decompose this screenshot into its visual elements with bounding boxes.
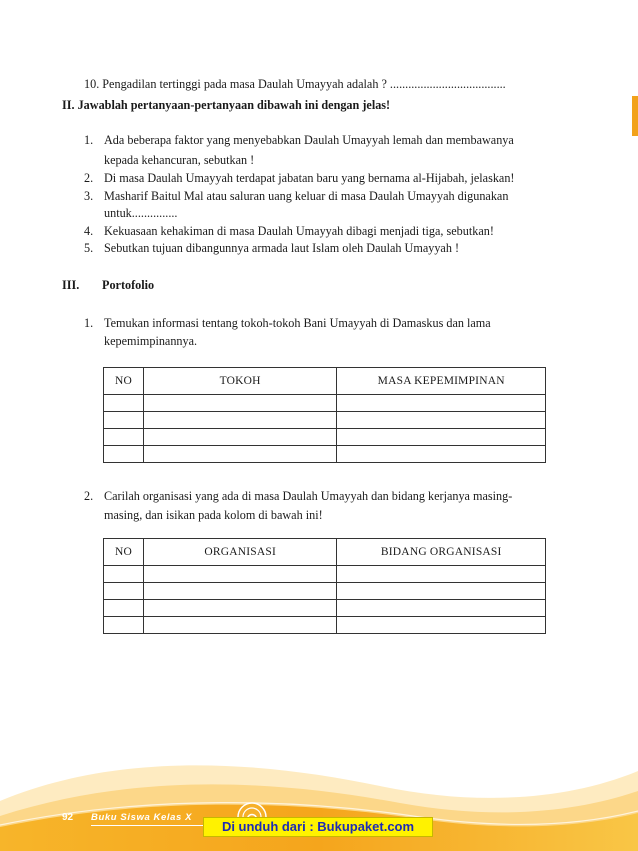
side-tab-marker	[632, 96, 638, 136]
table-row	[104, 600, 546, 617]
item-3-number: 3.	[84, 189, 94, 203]
empty-cell[interactable]	[143, 566, 337, 583]
empty-cell[interactable]	[337, 583, 546, 600]
item-2-line1: Di masa Daulah Umayyah terdapat jabatan baru yang bernama al-Hijabah, jelaskan!	[104, 171, 515, 185]
column-header-no: NO	[104, 368, 144, 395]
empty-cell[interactable]	[104, 600, 144, 617]
item-1-number: 1.	[84, 133, 94, 147]
section-iii-number: III.	[62, 278, 80, 292]
question-10-text: Pengadilan tertinggi pada masa Daulah Umayyah adalah ? ......................................	[102, 77, 506, 91]
empty-cell[interactable]	[143, 617, 337, 634]
item-2-number: 2.	[84, 171, 94, 185]
task-2-number: 2.	[84, 489, 94, 503]
empty-cell[interactable]	[337, 446, 546, 463]
table-row	[104, 395, 546, 412]
item-3-line2: untuk...............	[104, 206, 178, 220]
question-10	[84, 76, 506, 92]
empty-cell[interactable]	[104, 566, 144, 583]
task-1-number: 1.	[84, 316, 94, 330]
empty-cell[interactable]	[104, 583, 144, 600]
empty-cell[interactable]	[143, 395, 336, 412]
book-title: Buku Siswa Kelas X	[91, 812, 193, 823]
table-tokoh	[103, 367, 546, 463]
table-row	[104, 566, 546, 583]
empty-cell[interactable]	[104, 395, 144, 412]
column-header-masa-kepemimpinan: MASA KEPEMIMPINAN	[337, 368, 546, 395]
item-4-number: 4.	[84, 224, 94, 238]
task-1-line1: Temukan informasi tentang tokoh-tokoh Bani Umayyah di Damaskus dan lama	[104, 316, 491, 330]
empty-cell[interactable]	[104, 412, 144, 429]
task-1-line2: kepemimpinannya.	[104, 334, 198, 348]
column-header-no: NO	[104, 539, 144, 566]
column-header-organisasi: ORGANISASI	[143, 539, 337, 566]
empty-cell[interactable]	[337, 429, 546, 446]
item-1-line2: kepada kehancuran, sebutkan !	[104, 153, 255, 167]
empty-cell[interactable]	[337, 600, 546, 617]
empty-cell[interactable]	[104, 429, 144, 446]
download-source-banner[interactable]: Di unduh dari : Bukupaket.com	[203, 817, 433, 837]
question-10-number: 10.	[84, 77, 100, 91]
empty-cell[interactable]	[337, 412, 546, 429]
empty-cell[interactable]	[143, 412, 336, 429]
table-organisasi	[103, 538, 546, 634]
empty-cell[interactable]	[337, 617, 546, 634]
table-row	[104, 429, 546, 446]
table-row	[104, 617, 546, 634]
empty-cell[interactable]	[143, 583, 337, 600]
empty-cell[interactable]	[143, 600, 337, 617]
empty-cell[interactable]	[104, 617, 144, 634]
column-header-bidang-organisasi: BIDANG ORGANISASI	[337, 539, 546, 566]
empty-cell[interactable]	[143, 446, 336, 463]
page-number: 92	[62, 812, 74, 823]
task-2-line2: masing, dan isikan pada kolom di bawah ini!	[104, 508, 323, 522]
item-3-line1: Masharif Baitul Mal atau saluran uang keluar di masa Daulah Umayyah digunakan	[104, 189, 509, 203]
table-row	[104, 412, 546, 429]
column-header-tokoh: TOKOH	[143, 368, 336, 395]
item-5-number: 5.	[84, 241, 94, 255]
item-4-line1: Kekuasaan kehakiman di masa Daulah Umayyah dibagi menjadi tiga, sebutkan!	[104, 224, 494, 238]
task-2-line1: Carilah organisasi yang ada di masa Daulah Umayyah dan bidang kerjanya masing-	[104, 489, 513, 503]
section-iii-title: Portofolio	[102, 278, 155, 292]
table-row	[104, 446, 546, 463]
item-1-line1: Ada beberapa faktor yang menyebabkan Daulah Umayyah lemah dan membawanya	[104, 133, 514, 147]
empty-cell[interactable]	[104, 446, 144, 463]
table-row	[104, 583, 546, 600]
item-5-line1: Sebutkan tujuan dibangunnya armada laut Islam oleh Daulah Umayyah !	[104, 241, 460, 255]
section-ii-heading: II. Jawablah pertanyaan-pertanyaan dibawah ini dengan jelas!	[62, 98, 391, 112]
empty-cell[interactable]	[337, 395, 546, 412]
empty-cell[interactable]	[337, 566, 546, 583]
empty-cell[interactable]	[143, 429, 336, 446]
